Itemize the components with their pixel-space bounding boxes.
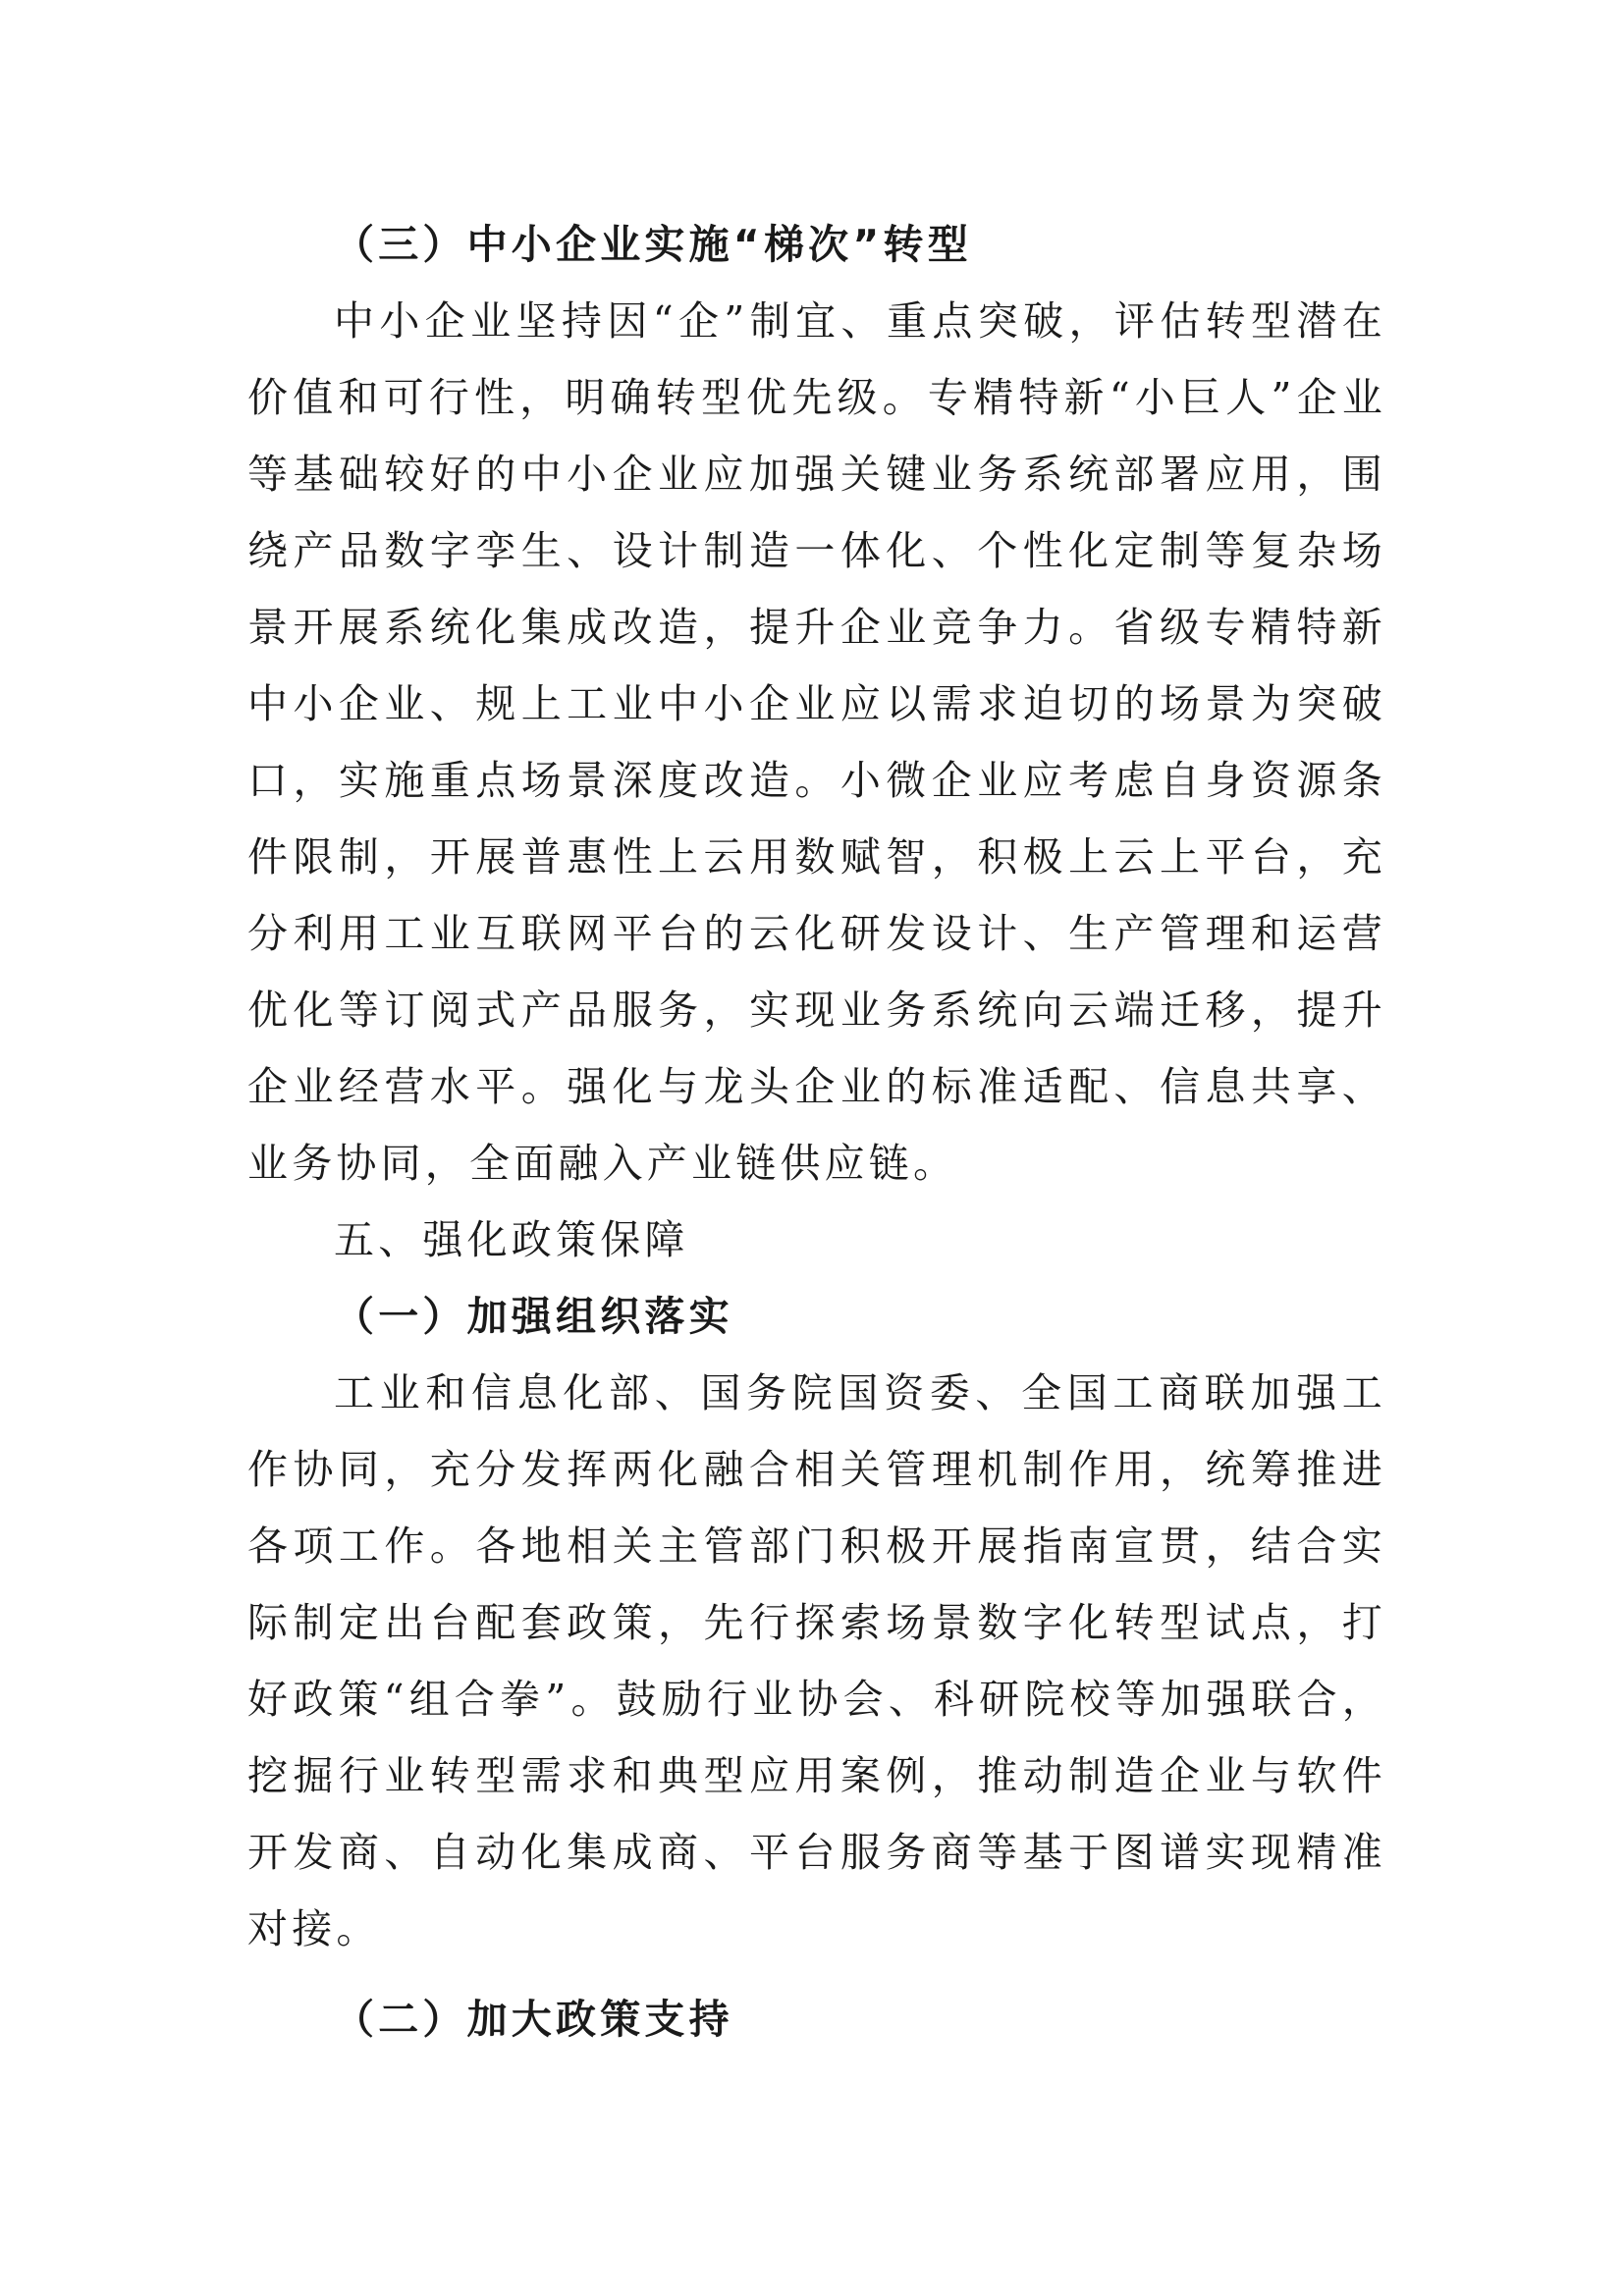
subsection-heading-organization: （一）加强组织落实 [334, 1293, 733, 1340]
subsection-heading-smes-tiered-transformation: （三）中小企业实施“梯次”转型 [334, 221, 972, 268]
document-body [247, 206, 1386, 2057]
subsection-heading-policy-support: （二）加大政策支持 [334, 1996, 733, 2043]
paragraph-organization: 工业和信息化部、国务院国资委、全国工商联加强工作协同，充分发挥两化融合相关管理机制作用，统筹推进各项工作。各地相关主管部门积极开展指南宣贯，结合实际制定出台配套政策，先行探索场景数字化转型试点，打好政策“组合拳”。鼓励行业协会、科研院校等加强联合，挖掘行业转型需求和典型应用案例，推动制造企业与软件开发商、自动化集成商、平台服务商等基于图谱实现精准对接。 [247, 1369, 1386, 1952]
paragraph-smes: 中小企业坚持因“企”制宜、重点突破，评估转型潜在价值和可行性，明确转型优先级。专精特新“小巨人”企业等基础较好的中小企业应加强关键业务系统部署应用，围绕产品数字孪生、设计制造一体化、个性化定制等复杂场景开展系统化集成改造，提升企业竞争力。省级专精特新中小企业、规上工业中小企业应以需求迫切的场景为突破口，实施重点场景深度改造。小微企业应考虑自身资源条件限制，开展普惠性上云用数赋智，积极上云上平台，充分利用工业互联网平台的云化研发设计、生产管理和运营优化等订阅式产品服务，实现业务系统向云端迁移，提升企业经营水平。强化与龙头企业的标准适配、信息共享、业务协同，全面融入产业链供应链。 [247, 297, 1386, 1187]
section-heading-policy-guarantee: 五、强化政策保障 [334, 1216, 689, 1263]
